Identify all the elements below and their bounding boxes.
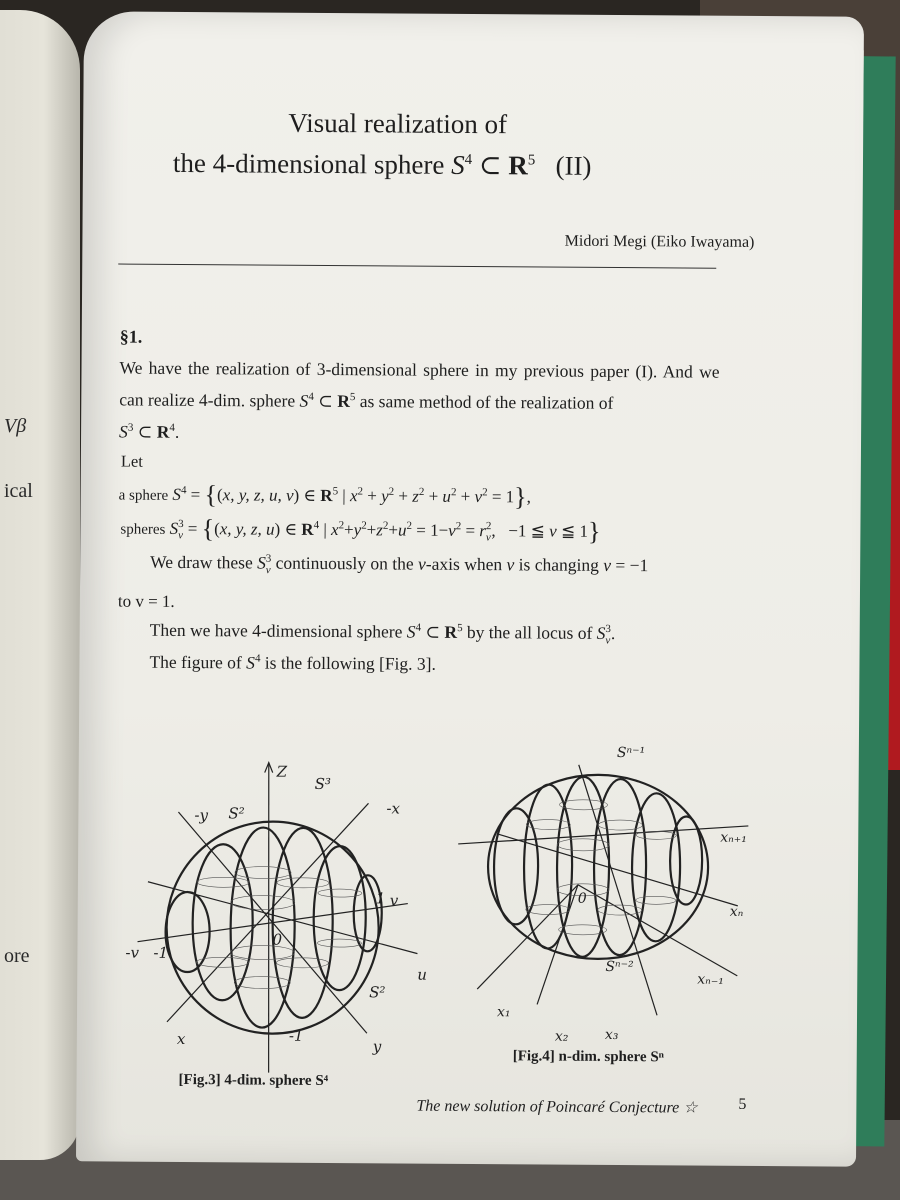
fig3-label: u bbox=[417, 965, 428, 984]
book-page bbox=[76, 11, 864, 1166]
fig3-label: -v bbox=[125, 943, 140, 962]
page-number: 5 bbox=[738, 1095, 747, 1113]
left-fragment: Vβ bbox=[4, 415, 27, 437]
left-fragment: ore bbox=[4, 945, 30, 967]
slice bbox=[192, 844, 253, 1000]
title-part: (II) bbox=[555, 150, 592, 181]
title-line-2: the 4-dimensional sphere $S^4$ ⊂ $R^5$ (II) bbox=[172, 147, 592, 181]
fig3-label: S² bbox=[369, 983, 386, 1002]
left-page bbox=[0, 10, 80, 1160]
fig3-label: Z bbox=[276, 762, 288, 781]
slice bbox=[632, 793, 681, 941]
fig4-label: x₃ bbox=[604, 1026, 619, 1044]
slice bbox=[313, 846, 366, 990]
fig3-label: -x bbox=[386, 799, 401, 818]
figure-3-sketch bbox=[117, 752, 449, 1084]
fig4-label: 0 bbox=[577, 890, 587, 907]
equation-spheres: spheres $S_v^3 = \{(x$, y, z, u) ∈ $R^4$ | $x^2+y^2+z^2+u^2 = 1-v^2 = r_v^2$, −1 ≦ v ≦ 1} bbox=[120, 514, 601, 546]
slice bbox=[523, 784, 572, 948]
let-label: Let bbox=[120, 451, 143, 471]
fig3-label: 0 bbox=[272, 930, 283, 949]
fig4-label: x₂ bbox=[554, 1028, 569, 1045]
figure-4-caption: [Fig.4] n-dim. sphere Sⁿ bbox=[512, 1048, 664, 1066]
fig4-label: xₙ₊₁ bbox=[720, 829, 747, 846]
fig3-label: x bbox=[176, 1029, 186, 1049]
fig3-label: v bbox=[389, 891, 399, 910]
axis bbox=[577, 765, 659, 1016]
fig3-label: -y bbox=[194, 806, 209, 825]
fig3-label: -1 bbox=[288, 1026, 304, 1045]
section-heading: §1. bbox=[119, 326, 143, 347]
sphere-outline bbox=[487, 774, 708, 960]
fig3-label: S³ bbox=[314, 774, 331, 794]
fig4-label: x₁ bbox=[496, 1004, 511, 1021]
fig3-label: -1 bbox=[153, 943, 169, 962]
fig3-label: y bbox=[372, 1037, 382, 1056]
equation-sphere: a sphere $S^4 = \{(x$, y, z, u, v) ∈ $R^5$ | $x^2 + y^2 + z^2 + u^2 + v^2 = 1$}, bbox=[118, 480, 532, 512]
figure-4-sketch bbox=[437, 734, 769, 1056]
paragraph-1: We have the realization of 3-dimensional sphere in my previous paper (I). And we can realize 4-dim. sphere $S^4$ ⊂ $R^5$ as same method of the realization of $S^3$ ⊂ $R^4$. bbox=[119, 357, 720, 442]
slice bbox=[494, 808, 539, 924]
author: Midori Megi (Eiko Iwayama) bbox=[564, 232, 755, 251]
x2-axis bbox=[537, 884, 578, 1004]
fig4-label: Sⁿ⁻¹ bbox=[616, 745, 646, 762]
fig3-label: S² bbox=[228, 804, 245, 823]
text-line-1: We draw these $S_v^3$ continuously on the v-axis when v is changing v = −1 bbox=[150, 551, 649, 577]
left-fragment: ical bbox=[4, 480, 33, 502]
text-line-4: The figure of $S^4$ is the following [Fig. 3]. bbox=[149, 651, 436, 674]
fig3-label: 1 bbox=[375, 889, 386, 908]
fig4-label: xₙ₋₁ bbox=[697, 971, 724, 988]
figure-3-caption: [Fig.3] 4-dim. sphere S⁴ bbox=[178, 1071, 329, 1090]
text-line-2: to v = 1. bbox=[117, 591, 175, 611]
title-line-1: Visual realization of bbox=[288, 107, 508, 140]
running-footer: The new solution of Poincaré Conjecture ☆ bbox=[416, 1097, 698, 1117]
text-line-3: Then we have 4-dimensional sphere $S^4$ ⊂ $R^5$ by the all locus of $S_v^3$. bbox=[149, 619, 616, 647]
fig4-label: xₙ bbox=[729, 903, 744, 920]
title-rule bbox=[118, 264, 716, 269]
slice bbox=[593, 779, 646, 955]
fig4-label: Sⁿ⁻² bbox=[605, 958, 634, 976]
